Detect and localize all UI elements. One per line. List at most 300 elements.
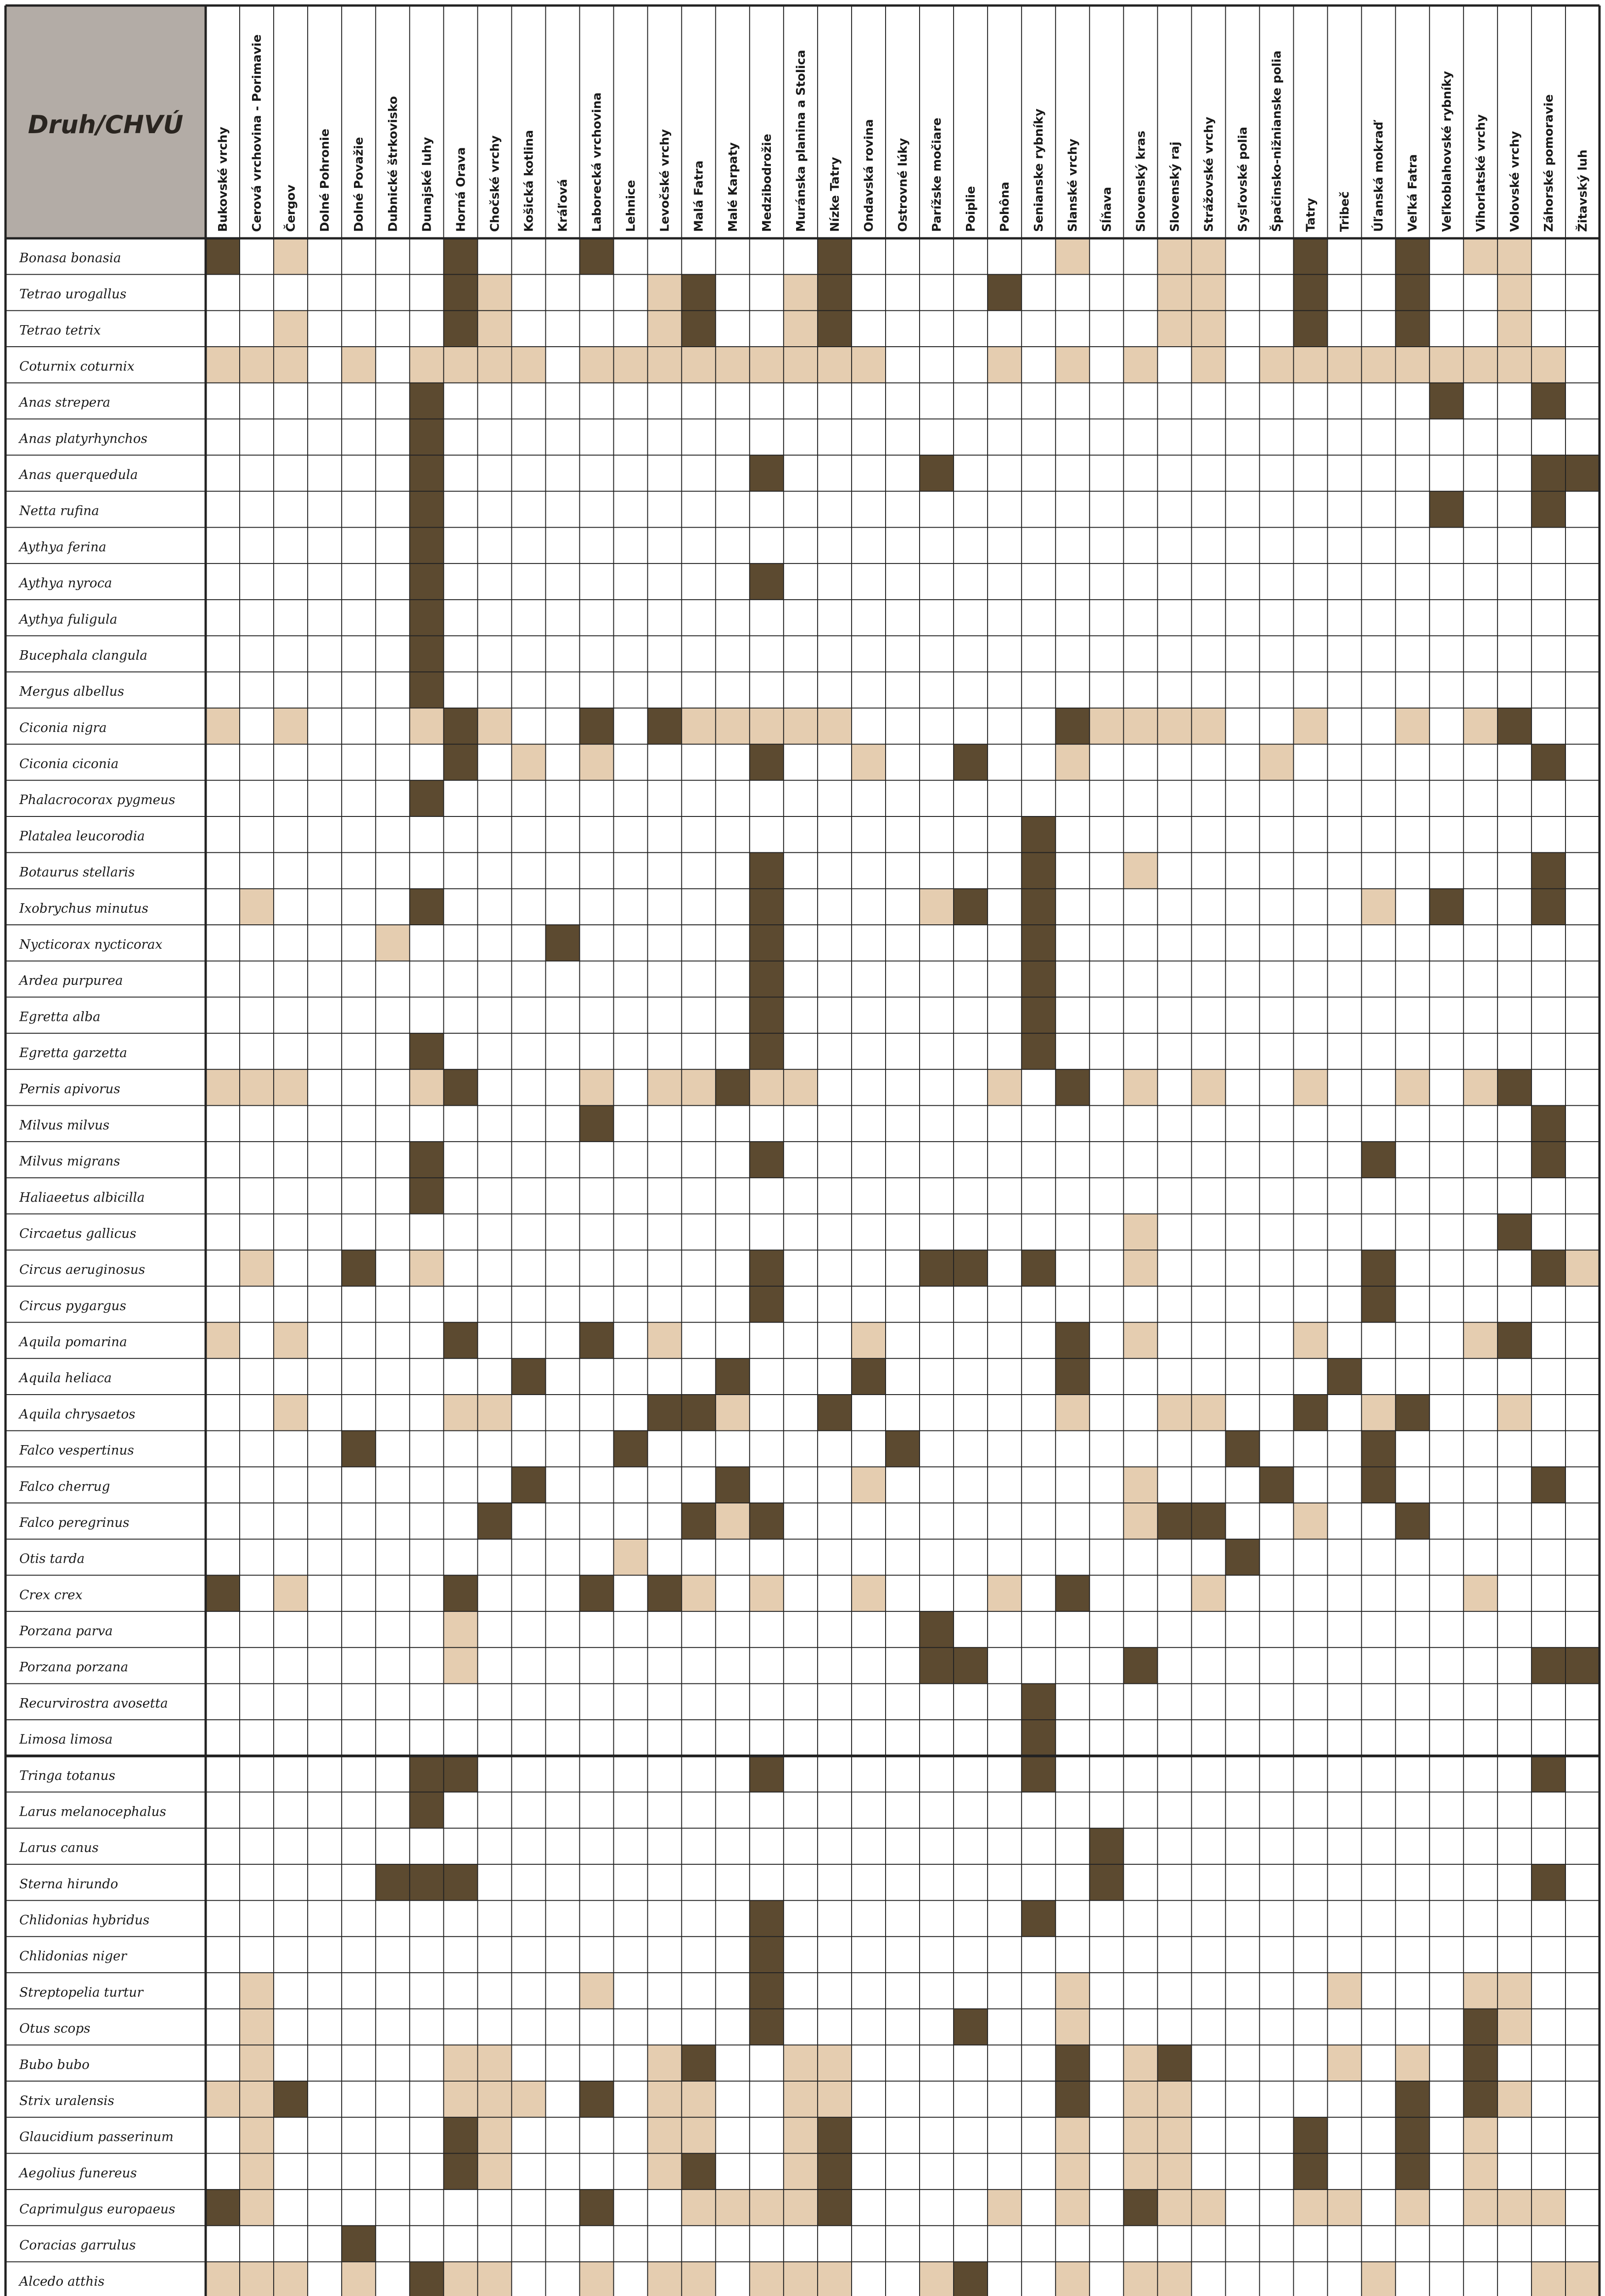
occurrence-cell-strong — [410, 563, 443, 600]
species-label: Coturnix coturnix — [19, 358, 135, 374]
occurrence-cell-strong — [716, 1069, 750, 1106]
occurrence-cell-light — [1055, 744, 1089, 781]
species-label: Netta rufina — [19, 503, 99, 518]
occurrence-cell-strong — [1021, 853, 1055, 889]
occurrence-cell-light — [1294, 1503, 1328, 1539]
occurrence-cell-strong — [410, 672, 443, 708]
area-label: Tribeč — [1338, 191, 1352, 232]
occurrence-cell-strong — [1021, 925, 1055, 961]
occurrence-cell-light — [1123, 2045, 1157, 2081]
occurrence-cell-strong — [818, 238, 852, 275]
occurrence-cell-light — [1123, 1467, 1157, 1503]
occurrence-cell-light — [682, 1575, 716, 1611]
species-label: Milvus milvus — [19, 1117, 110, 1133]
occurrence-cell-light — [274, 708, 308, 744]
occurrence-cell-light — [750, 708, 784, 744]
occurrence-cell-strong — [376, 1864, 410, 1901]
occurrence-cell-strong — [410, 383, 443, 419]
occurrence-cell-strong — [954, 1250, 988, 1286]
area-label: Malá Fatra — [692, 160, 706, 232]
occurrence-cell-light — [648, 1322, 682, 1359]
occurrence-cell-light — [1260, 744, 1294, 781]
area-label: Volovské vrchy — [1508, 131, 1522, 232]
occurrence-cell-light — [1055, 1395, 1089, 1431]
occurrence-cell-light — [648, 310, 682, 347]
occurrence-cell-light — [1191, 1575, 1225, 1611]
occurrence-cell-light — [240, 2117, 274, 2154]
occurrence-cell-light — [240, 889, 274, 925]
occurrence-cell-light — [784, 275, 818, 311]
occurrence-cell-strong — [920, 455, 954, 491]
occurrence-cell-strong — [443, 2117, 477, 2154]
occurrence-cell-strong — [648, 708, 682, 744]
occurrence-cell-strong — [1362, 1467, 1396, 1503]
occurrence-cell-light — [1566, 2262, 1599, 2296]
occurrence-cell-light — [1464, 1973, 1498, 2009]
area-label: Slovenský kras — [1134, 130, 1148, 232]
species-label: Platalea leucorodia — [19, 828, 145, 844]
occurrence-cell-strong — [818, 310, 852, 347]
occurrence-cell-strong — [580, 708, 614, 744]
occurrence-cell-light — [750, 2189, 784, 2226]
occurrence-cell-light — [443, 1648, 477, 1684]
occurrence-cell-strong — [954, 889, 988, 925]
occurrence-cell-light — [1123, 1322, 1157, 1359]
occurrence-cell-light — [511, 744, 545, 781]
occurrence-cell-strong — [1021, 961, 1055, 997]
occurrence-cell-light — [852, 1467, 886, 1503]
occurrence-cell-light — [1464, 708, 1498, 744]
occurrence-cell-strong — [1021, 1250, 1055, 1286]
area-label: Ondavská rovina — [862, 119, 876, 232]
occurrence-cell-strong — [1191, 1503, 1225, 1539]
occurrence-cell-light — [1055, 2262, 1089, 2296]
occurrence-cell-strong — [818, 2153, 852, 2189]
occurrence-cell-light — [1328, 2189, 1362, 2226]
occurrence-cell-light — [477, 310, 511, 347]
occurrence-cell-strong — [580, 238, 614, 275]
occurrence-cell-strong — [1532, 1105, 1566, 1142]
occurrence-cell-light — [1055, 1973, 1089, 2009]
occurrence-cell-light — [1157, 2262, 1191, 2296]
occurrence-cell-light — [682, 1069, 716, 1106]
occurrence-cell-strong — [750, 961, 784, 997]
occurrence-cell-strong — [716, 1467, 750, 1503]
occurrence-cell-light — [784, 2153, 818, 2189]
occurrence-cell-light — [274, 310, 308, 347]
occurrence-cell-strong — [682, 1503, 716, 1539]
occurrence-cell-light — [1464, 1322, 1498, 1359]
occurrence-cell-light — [477, 2117, 511, 2154]
occurrence-cell-light — [410, 1250, 443, 1286]
occurrence-cell-light — [1430, 347, 1464, 383]
occurrence-cell-light — [274, 347, 308, 383]
occurrence-cell-strong — [716, 1358, 750, 1395]
occurrence-cell-strong — [1123, 2189, 1157, 2226]
area-label: Lehnice — [624, 180, 638, 232]
area-label: Úľanská mokraď — [1372, 121, 1386, 232]
occurrence-cell-light — [1191, 2189, 1225, 2226]
occurrence-cell-strong — [1362, 1431, 1396, 1467]
occurrence-cell-strong — [1532, 853, 1566, 889]
occurrence-cell-light — [1464, 2153, 1498, 2189]
occurrence-cell-light — [716, 1503, 750, 1539]
occurrence-cell-light — [240, 1250, 274, 1286]
occurrence-cell-light — [443, 2045, 477, 2081]
occurrence-cell-light — [1123, 2081, 1157, 2117]
occurrence-cell-light — [477, 1395, 511, 1431]
occurrence-cell-strong — [580, 1575, 614, 1611]
species-label: Falco vespertinus — [19, 1442, 134, 1458]
occurrence-cell-strong — [1055, 708, 1089, 744]
area-label: Senianske rybníky — [1032, 108, 1046, 232]
occurrence-cell-strong — [443, 744, 477, 781]
occurrence-cell-strong — [1362, 1286, 1396, 1322]
occurrence-cell-light — [443, 2262, 477, 2296]
occurrence-cell-strong — [920, 1611, 954, 1648]
occurrence-cell-strong — [511, 1358, 545, 1395]
occurrence-cell-strong — [818, 2117, 852, 2154]
occurrence-cell-light — [342, 2262, 376, 2296]
area-label: Sĺňava — [1100, 186, 1114, 232]
occurrence-cell-strong — [443, 708, 477, 744]
occurrence-cell-strong — [614, 1431, 648, 1467]
occurrence-cell-light — [1498, 238, 1532, 275]
occurrence-cell-light — [1532, 2262, 1566, 2296]
species-label: Bonasa bonasia — [19, 250, 121, 265]
occurrence-cell-strong — [1055, 1069, 1089, 1106]
occurrence-cell-strong — [1055, 1322, 1089, 1359]
occurrence-cell-strong — [988, 275, 1021, 311]
occurrence-cell-light — [1464, 347, 1498, 383]
occurrence-cell-strong — [1396, 1395, 1430, 1431]
occurrence-cell-light — [1055, 2153, 1089, 2189]
occurrence-cell-strong — [580, 1322, 614, 1359]
occurrence-cell-light — [1294, 708, 1328, 744]
occurrence-cell-strong — [750, 853, 784, 889]
occurrence-cell-light — [1396, 1069, 1430, 1106]
species-label: Ixobrychus minutus — [19, 900, 149, 916]
occurrence-cell-strong — [954, 2009, 988, 2045]
occurrence-cell-light — [274, 1069, 308, 1106]
species-label: Aythya nyroca — [19, 575, 112, 591]
occurrence-cell-strong — [443, 238, 477, 275]
occurrence-cell-light — [1396, 2045, 1430, 2081]
occurrence-cell-strong — [410, 780, 443, 816]
species-label: Sterna hirundo — [19, 1876, 118, 1891]
occurrence-cell-strong — [1021, 1683, 1055, 1720]
occurrence-cell-light — [818, 2081, 852, 2117]
occurrence-cell-light — [240, 2009, 274, 2045]
occurrence-cell-light — [784, 2081, 818, 2117]
occurrence-cell-strong — [410, 1033, 443, 1069]
occurrence-cell-strong — [1498, 708, 1532, 744]
area-label: Muránska planina a Stolica — [794, 50, 808, 232]
occurrence-cell-light — [206, 2081, 240, 2117]
occurrence-cell-light — [1362, 889, 1396, 925]
occurrence-cell-strong — [274, 2081, 308, 2117]
area-label: Tatry — [1304, 197, 1318, 232]
occurrence-cell-strong — [750, 1503, 784, 1539]
occurrence-cell-light — [240, 2262, 274, 2296]
occurrence-cell-light — [240, 2081, 274, 2117]
occurrence-cell-strong — [1260, 1467, 1294, 1503]
occurrence-cell-strong — [1021, 997, 1055, 1033]
occurrence-cell-light — [750, 1575, 784, 1611]
area-label: Ostrovné lúky — [896, 138, 910, 232]
occurrence-cell-light — [580, 1973, 614, 2009]
occurrence-cell-light — [852, 1322, 886, 1359]
occurrence-cell-light — [648, 347, 682, 383]
occurrence-cell-light — [818, 2045, 852, 2081]
occurrence-cell-strong — [1464, 2081, 1498, 2117]
occurrence-cell-light — [784, 708, 818, 744]
occurrence-cell-light — [648, 2117, 682, 2154]
occurrence-cell-light — [240, 347, 274, 383]
occurrence-cell-strong — [1566, 455, 1599, 491]
occurrence-cell-light — [648, 2262, 682, 2296]
occurrence-cell-light — [988, 1575, 1021, 1611]
occurrence-cell-light — [477, 708, 511, 744]
occurrence-cell-strong — [1055, 1358, 1089, 1395]
occurrence-cell-light — [716, 708, 750, 744]
area-label: Parížske močiare — [930, 118, 944, 232]
occurrence-cell-strong — [342, 1250, 376, 1286]
occurrence-cell-strong — [1294, 1395, 1328, 1431]
occurrence-cell-strong — [443, 1756, 477, 1792]
occurrence-cell-light — [1055, 238, 1089, 275]
area-label: Záhorské pomoravie — [1542, 94, 1556, 232]
occurrence-cell-strong — [443, 1575, 477, 1611]
species-label: Botaurus stellaris — [19, 864, 135, 880]
occurrence-cell-strong — [1532, 1250, 1566, 1286]
species-label: Porzana parva — [19, 1623, 113, 1639]
occurrence-cell-strong — [1123, 1648, 1157, 1684]
area-label: Horná Orava — [454, 147, 468, 232]
occurrence-cell-strong — [1532, 1467, 1566, 1503]
occurrence-cell-strong — [410, 527, 443, 563]
occurrence-cell-strong — [1055, 1575, 1089, 1611]
occurrence-cell-light — [1089, 708, 1123, 744]
occurrence-cell-light — [1123, 1503, 1157, 1539]
occurrence-cell-strong — [750, 744, 784, 781]
occurrence-cell-light — [1532, 2189, 1566, 2226]
occurrence-cell-strong — [1021, 1901, 1055, 1937]
occurrence-cell-strong — [954, 1648, 988, 1684]
occurrence-cell-light — [1260, 347, 1294, 383]
occurrence-cell-light — [1328, 347, 1362, 383]
occurrence-cell-light — [1157, 2153, 1191, 2189]
occurrence-cell-strong — [954, 744, 988, 781]
occurrence-cell-light — [274, 1322, 308, 1359]
occurrence-cell-strong — [682, 2153, 716, 2189]
occurrence-cell-light — [1328, 2045, 1362, 2081]
occurrence-cell-strong — [1294, 310, 1328, 347]
species-label: Tetrao tetrix — [19, 322, 101, 338]
occurrence-cell-light — [682, 2262, 716, 2296]
occurrence-cell-light — [1294, 347, 1328, 383]
area-label: Kráľová — [556, 179, 570, 232]
species-label: Glaucidium passerinum — [19, 2129, 174, 2144]
occurrence-cell-strong — [206, 2189, 240, 2226]
occurrence-cell-strong — [580, 1105, 614, 1142]
occurrence-cell-strong — [1532, 1864, 1566, 1901]
occurrence-cell-light — [1191, 1395, 1225, 1431]
area-label: Dunajské luhy — [420, 137, 434, 232]
occurrence-cell-light — [852, 1575, 886, 1611]
occurrence-cell-light — [716, 347, 750, 383]
occurrence-cell-light — [920, 2262, 954, 2296]
occurrence-cell-light — [1396, 708, 1430, 744]
occurrence-cell-light — [1157, 2081, 1191, 2117]
occurrence-cell-light — [342, 347, 376, 383]
occurrence-cell-light — [648, 1069, 682, 1106]
area-label: Laborecká vrchovina — [590, 92, 604, 232]
occurrence-cell-light — [750, 1069, 784, 1106]
species-label: Streptopelia turtur — [19, 1984, 143, 2000]
occurrence-cell-light — [1123, 2262, 1157, 2296]
occurrence-cell-light — [648, 275, 682, 311]
occurrence-cell-light — [1498, 2009, 1532, 2045]
occurrence-cell-light — [580, 1069, 614, 1106]
occurrence-cell-strong — [443, 1069, 477, 1106]
occurrence-cell-light — [443, 347, 477, 383]
species-label: Tetrao urogallus — [19, 286, 127, 302]
occurrence-cell-strong — [1225, 1539, 1259, 1576]
occurrence-cell-strong — [1021, 1033, 1055, 1069]
occurrence-cell-light — [818, 347, 852, 383]
occurrence-cell-strong — [750, 1756, 784, 1792]
occurrence-cell-light — [920, 889, 954, 925]
occurrence-cell-light — [206, 1322, 240, 1359]
occurrence-cell-light — [1157, 2189, 1191, 2226]
occurrence-cell-strong — [1396, 238, 1430, 275]
species-label: Haliaeetus albicilla — [19, 1189, 145, 1205]
occurrence-cell-strong — [750, 925, 784, 961]
occurrence-cell-light — [1191, 310, 1225, 347]
occurrence-cell-light — [1157, 275, 1191, 311]
species-label: Phalacrocorax pygmeus — [19, 792, 175, 808]
occurrence-cell-light — [988, 1069, 1021, 1106]
occurrence-cell-strong — [1089, 1828, 1123, 1864]
occurrence-cell-light — [1123, 708, 1157, 744]
occurrence-cell-strong — [1294, 275, 1328, 311]
occurrence-cell-light — [1055, 2009, 1089, 2045]
species-label: Aythya ferina — [19, 539, 107, 555]
area-label: Pohôna — [998, 181, 1012, 232]
occurrence-cell-light — [852, 744, 886, 781]
occurrence-cell-strong — [750, 889, 784, 925]
occurrence-cell-strong — [443, 310, 477, 347]
species-label: Chlidonias hybridus — [19, 1912, 150, 1928]
occurrence-cell-strong — [1396, 2117, 1430, 2154]
occurrence-cell-light — [206, 347, 240, 383]
occurrence-cell-light — [1396, 2189, 1430, 2226]
occurrence-cell-strong — [410, 419, 443, 455]
occurrence-cell-light — [1498, 275, 1532, 311]
occurrence-cell-strong — [886, 1431, 920, 1467]
occurrence-cell-light — [1157, 2117, 1191, 2154]
occurrence-cell-light — [477, 2081, 511, 2117]
species-label: Bubo bubo — [19, 2057, 90, 2072]
occurrence-cell-light — [818, 708, 852, 744]
occurrence-cell-light — [1362, 1395, 1396, 1431]
occurrence-cell-strong — [206, 238, 240, 275]
species-label: Otis tarda — [19, 1551, 85, 1566]
species-label: Strix uralensis — [19, 2093, 114, 2108]
occurrence-cell-light — [614, 347, 648, 383]
occurrence-cell-strong — [410, 1864, 443, 1901]
occurrence-cell-strong — [818, 1395, 852, 1431]
occurrence-cell-strong — [750, 2009, 784, 2045]
occurrence-cell-light — [614, 1539, 648, 1576]
occurrence-cell-strong — [682, 310, 716, 347]
occurrence-cell-strong — [682, 1395, 716, 1431]
species-label: Crex crex — [19, 1587, 83, 1603]
occurrence-cell-strong — [1498, 1214, 1532, 1250]
occurrence-cell-light — [988, 2189, 1021, 2226]
species-label: Larus canus — [19, 1840, 99, 1856]
occurrence-cell-light — [1191, 275, 1225, 311]
occurrence-cell-strong — [1566, 1648, 1599, 1684]
occurrence-cell-strong — [1532, 1142, 1566, 1178]
occurrence-cell-light — [1055, 2117, 1089, 2154]
occurrence-cell-strong — [1532, 1756, 1566, 1792]
occurrence-cell-light — [1294, 1322, 1328, 1359]
occurrence-cell-strong — [1430, 383, 1464, 419]
area-label: Dolné Považie — [352, 137, 366, 232]
occurrence-cell-strong — [954, 2262, 988, 2296]
occurrence-cell-light — [274, 1395, 308, 1431]
area-label: Vihorlatské vrchy — [1474, 114, 1488, 232]
occurrence-cell-light — [580, 744, 614, 781]
occurrence-cell-strong — [443, 1864, 477, 1901]
occurrence-cell-strong — [1294, 2117, 1328, 2154]
area-label: Žitavský luh — [1576, 149, 1590, 232]
occurrence-cell-strong — [750, 455, 784, 491]
species-label: Mergus albellus — [19, 684, 124, 699]
species-label: Alcedo atthis — [19, 2273, 105, 2289]
occurrence-cell-light — [1532, 347, 1566, 383]
occurrence-cell-light — [1498, 1973, 1532, 2009]
occurrence-cell-light — [240, 2045, 274, 2081]
species-label: Pernis apivorus — [19, 1081, 120, 1097]
area-label: Veľkoblahovské rybníky — [1440, 71, 1454, 232]
occurrence-cell-light — [750, 2262, 784, 2296]
species-label: Falco cherrug — [19, 1479, 110, 1494]
occurrence-cell-light — [1157, 1395, 1191, 1431]
occurrence-cell-light — [274, 2262, 308, 2296]
occurrence-cell-light — [1566, 1250, 1599, 1286]
occurrence-cell-light — [274, 1575, 308, 1611]
occurrence-cell-light — [648, 2081, 682, 2117]
area-label: Slovenský raj — [1168, 141, 1182, 232]
occurrence-cell-light — [852, 347, 886, 383]
species-label: Anas platyrhynchos — [19, 431, 148, 446]
occurrence-cell-strong — [410, 889, 443, 925]
occurrence-cell-light — [477, 347, 511, 383]
occurrence-cell-strong — [1021, 816, 1055, 853]
occurrence-cell-strong — [750, 563, 784, 600]
occurrence-cell-light — [1464, 2189, 1498, 2226]
occurrence-cell-light — [1123, 853, 1157, 889]
area-label: Levočské vrchy — [658, 129, 672, 232]
area-label: Čergov — [284, 185, 298, 232]
species-label: Aquila chrysaetos — [19, 1406, 135, 1422]
occurrence-cell-light — [988, 347, 1021, 383]
occurrence-cell-light — [1498, 2189, 1532, 2226]
occurrence-cell-light — [240, 1973, 274, 2009]
